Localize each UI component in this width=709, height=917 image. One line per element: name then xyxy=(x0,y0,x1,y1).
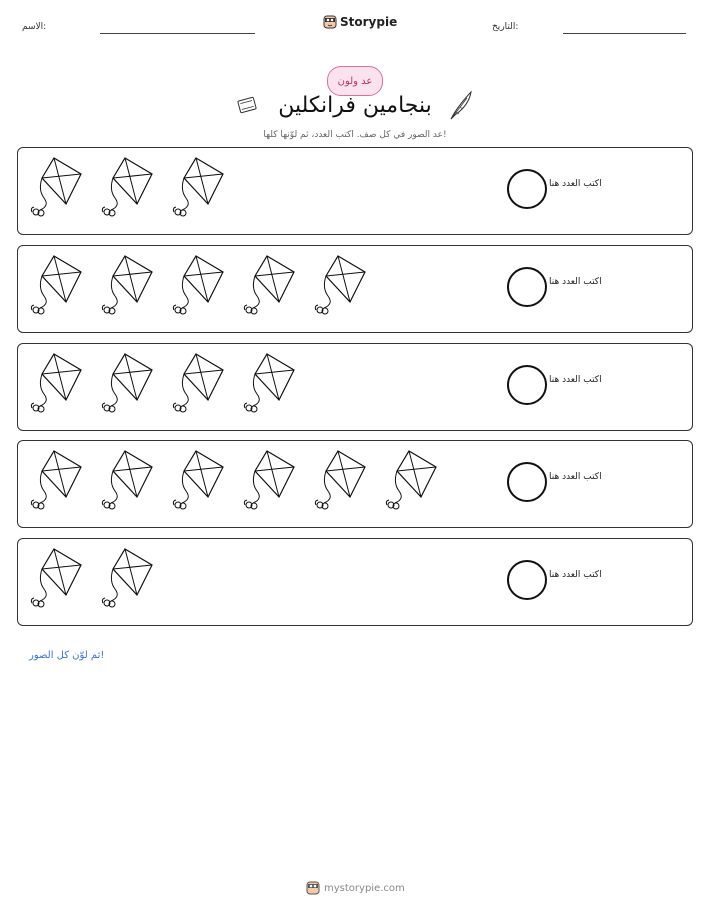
kite-icon[interactable] xyxy=(28,352,85,414)
kite-icon[interactable] xyxy=(312,449,369,511)
kite-icon[interactable] xyxy=(170,254,227,316)
count-row xyxy=(17,538,693,626)
answer-label: اكتب العدد هنا xyxy=(549,472,602,482)
kite-group xyxy=(28,449,440,511)
kite-icon[interactable] xyxy=(28,547,85,609)
name-label: الاسم: xyxy=(22,22,47,32)
count-row xyxy=(17,245,693,333)
kite-icon[interactable] xyxy=(28,254,85,316)
page-title: بنجامين فرانكلين xyxy=(278,93,432,118)
kite-icon[interactable] xyxy=(383,449,440,511)
footer-note: ثم لوّن كل الصور! xyxy=(29,650,105,661)
kite-group xyxy=(28,547,156,609)
kite-icon[interactable] xyxy=(312,254,369,316)
footer-site xyxy=(306,880,405,896)
kite-icon[interactable] xyxy=(241,449,298,511)
kite-icon[interactable] xyxy=(99,352,156,414)
kite-group xyxy=(28,156,227,218)
count-row xyxy=(17,147,693,235)
answer-label: اكتب العدد هنا xyxy=(549,179,602,189)
answer-circle[interactable] xyxy=(507,462,547,502)
kite-icon[interactable] xyxy=(170,449,227,511)
kite-icon[interactable] xyxy=(28,156,85,218)
answer-circle[interactable] xyxy=(507,169,547,209)
answer-circle[interactable] xyxy=(507,365,547,405)
kite-icon[interactable] xyxy=(170,156,227,218)
brand-logo xyxy=(323,14,397,30)
mascot-icon xyxy=(306,880,320,896)
date-label: التاريخ: xyxy=(492,22,519,32)
answer-circle[interactable] xyxy=(507,267,547,307)
kite-group xyxy=(28,254,369,316)
kite-icon[interactable] xyxy=(170,352,227,414)
feather-quill-icon xyxy=(447,89,475,121)
kite-icon[interactable] xyxy=(99,547,156,609)
instructions: عد الصور في كل صف. اكتب العدد، ثم لوّنها كلها! xyxy=(263,130,447,140)
kite-icon[interactable] xyxy=(99,254,156,316)
kite-icon[interactable] xyxy=(241,352,298,414)
name-line[interactable] xyxy=(100,33,255,34)
kite-icon[interactable] xyxy=(241,254,298,316)
kite-icon[interactable] xyxy=(28,449,85,511)
count-row xyxy=(17,440,693,528)
answer-circle[interactable] xyxy=(507,560,547,600)
date-line[interactable] xyxy=(563,33,686,34)
kite-icon[interactable] xyxy=(99,449,156,511)
count-row xyxy=(17,343,693,431)
activity-badge: عد ولون xyxy=(327,66,383,96)
brand-name: Storypie xyxy=(340,15,398,29)
mascot-icon xyxy=(323,14,337,30)
answer-label: اكتب العدد هنا xyxy=(549,375,602,385)
kite-icon[interactable] xyxy=(99,156,156,218)
site-url: mystorypie.com xyxy=(324,882,405,894)
answer-label: اكتب العدد هنا xyxy=(549,570,602,580)
answer-label: اكتب العدد هنا xyxy=(549,277,602,287)
kite-group xyxy=(28,352,298,414)
